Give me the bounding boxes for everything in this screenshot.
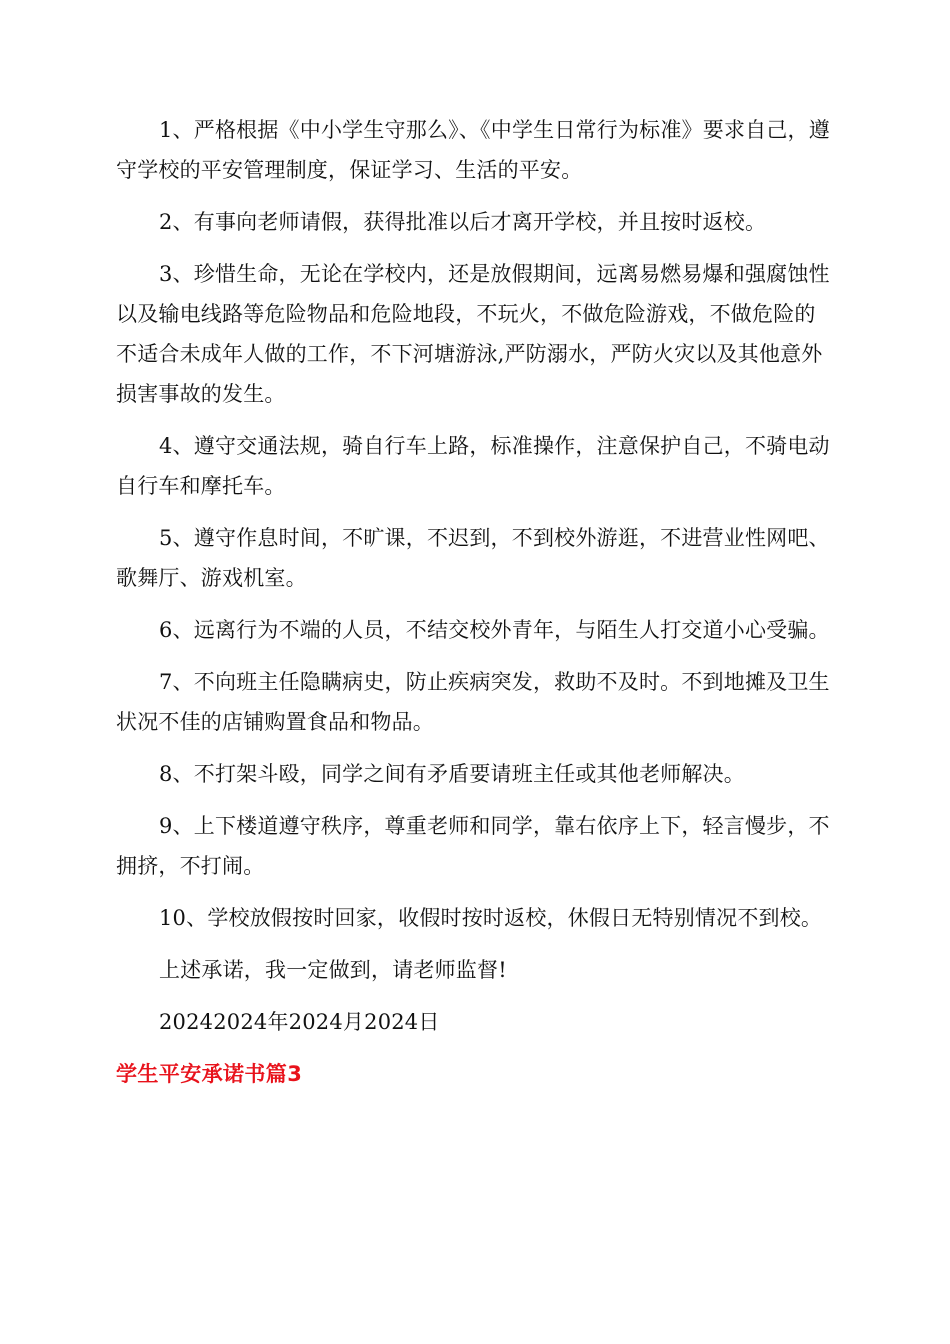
paragraph-rule-8: 8、不打架斗殴，同学之间有矛盾要请班主任或其他老师解决。 bbox=[159, 762, 745, 786]
paragraph-rule-5: 5、遵守作息时间，不旷课，不迟到，不到校外游逛，不进营业性网吧、歌舞厅、游戏机室。 bbox=[116, 526, 830, 590]
paragraph-rule-7: 7、不向班主任隐瞒病史，防止疾病突发，救助不及时。不到地摊及卫生状况不佳的店铺购置食品和物品。 bbox=[116, 670, 830, 734]
paragraph-date: 20242024年2024月2024日 bbox=[159, 1010, 440, 1034]
document-body bbox=[116, 110, 836, 1094]
paragraph-pledge: 上述承诺，我一定做到，请老师监督! bbox=[159, 958, 507, 982]
paragraph-rule-9: 9、上下楼道遵守秩序，尊重老师和同学，靠右依序上下，轻言慢步，不拥挤，不打闹。 bbox=[116, 814, 830, 878]
section-heading: 学生平安承诺书篇3 bbox=[116, 1062, 303, 1086]
paragraph-rule-4: 4、遵守交通法规，骑自行车上路，标准操作，注意保护自己，不骑电动自行车和摩托车。 bbox=[116, 434, 830, 498]
paragraph-rule-1: 1、严格根据《中小学生守那么》、《中学生日常行为标准》要求自己，遵守学校的平安管理制度，保证学习、生活的平安。 bbox=[116, 118, 830, 182]
paragraph-rule-2: 2、有事向老师请假，获得批准以后才离开学校，并且按时返校。 bbox=[159, 210, 767, 234]
paragraph-rule-10: 10、学校放假按时回家，收假时按时返校，休假日无特别情况不到校。 bbox=[159, 906, 823, 930]
paragraph-rule-6: 6、远离行为不端的人员，不结交校外青年，与陌生人打交道小心受骗。 bbox=[159, 618, 830, 642]
paragraph-rule-3: 3、珍惜生命，无论在学校内，还是放假期间，远离易燃易爆和强腐蚀性以及输电线路等危险物品和危险地段，不玩火，不做危险游戏，不做危险的不适合未成年人做的工作，不下河塘游泳,严防溺水，严防火灾以及其他意外损害事故的发生。 bbox=[116, 262, 830, 406]
